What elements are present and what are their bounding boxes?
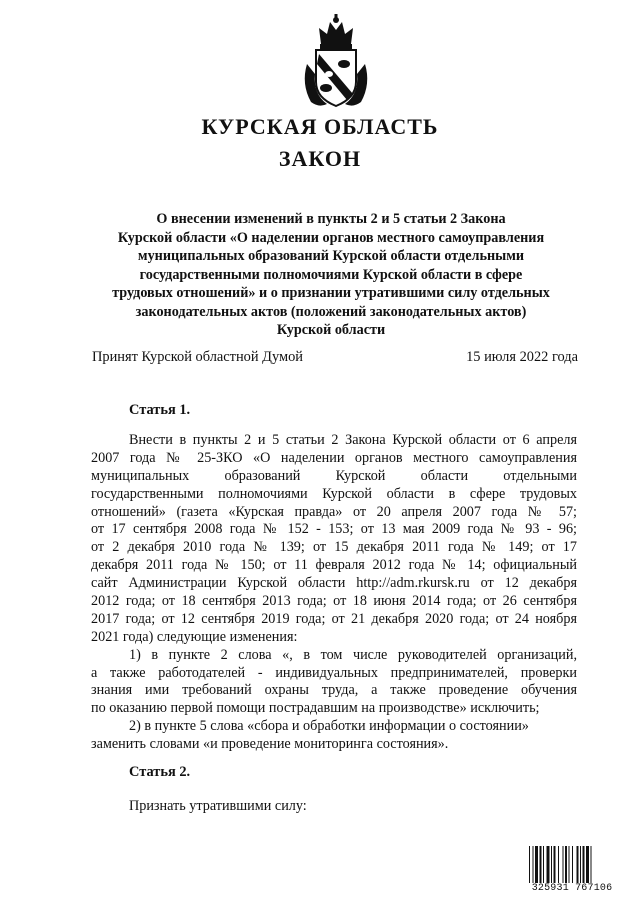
document-type-title: ЗАКОН: [278, 146, 362, 171]
barcode-bar: [529, 846, 530, 886]
text-line: Признать утратившими силу:: [129, 798, 307, 814]
barcode-bar: [551, 846, 552, 886]
barcode-bar: [586, 846, 589, 886]
heading-line: муниципальных образований Курской области отдельными: [137, 248, 525, 264]
text-line: 2007 года № 25-ЗКО «О наделении органов местного самоуправления: [91, 449, 577, 466]
article-2-body: [91, 798, 577, 816]
adoption-date: 15 июля 2022 года: [466, 349, 578, 365]
text-line: декабря 2011 года № 150; от 11 февраля 2012 года № 14; официальный: [91, 557, 577, 574]
text-line: от 2 декабря 2010 года № 139; от 15 декабря 2011 года № 149; от 17: [91, 539, 577, 556]
barcode-bar: [591, 846, 592, 886]
article-1-title: Статья 1.: [129, 402, 191, 418]
heading-line: законодательных актов (положений законодательных актов): [135, 303, 527, 320]
text-line: заменить словами «и проведение мониторинга состояния».: [91, 736, 449, 753]
text-line: 1) в пункте 2 слова «, в том числе руководителей организаций,: [129, 646, 577, 663]
heading-line: трудовых отношений» и о признании утратившими силу отдельных: [112, 285, 550, 301]
barcode-bar: [543, 846, 544, 886]
text-line: 2) в пункте 5 слова «сбора и обработки информации о состоянии»: [129, 718, 529, 735]
barcode-bar: [583, 846, 585, 886]
text-line: сайт Администрации Курской области http://adm.rkursk.ru от 12 декабря: [91, 575, 577, 592]
heading-line: Курской области: [276, 322, 386, 338]
text-line: а также работодателей - индивидуальных предпринимателей, проверки: [91, 664, 577, 681]
barcode-bar: [580, 846, 581, 886]
heading-line: О внесении изменений в пункты 2 и 5 статьи 2 Закона: [156, 211, 506, 227]
text-line: 2012 года; от 18 сентября 2013 года; от 18 июня 2014 года; от 26 сентября: [91, 593, 577, 610]
text-line: по оказанию первой помощи пострадавшим на производстве» исключить;: [91, 700, 540, 717]
barcode-bars: [527, 846, 617, 886]
law-heading: [96, 210, 566, 340]
adopted-by: Принят Курской областной Думой: [92, 349, 303, 365]
barcode-bar: [558, 846, 559, 886]
barcode-bar: [577, 846, 579, 886]
barcode-bar: [554, 846, 556, 886]
text-line: 2017 года; от 12 сентября 2019 года; от 21 декабря 2020 года; от 24 ноября: [91, 610, 577, 627]
barcode-bar: [540, 846, 542, 886]
coat-of-arms-emblem: [299, 14, 373, 110]
barcode-number: 325931 767106: [527, 883, 617, 895]
text-line: Внести в пункты 2 и 5 статьи 2 Закона Курской области от 6 апреля: [129, 432, 577, 448]
barcode: [527, 846, 617, 898]
article-2-title: Статья 2.: [129, 764, 191, 780]
barcode-bar: [563, 846, 564, 886]
region-title: КУРСКАЯ ОБЛАСТЬ: [201, 114, 439, 139]
barcode-bar: [533, 846, 534, 886]
heading-line: государственными полномочиями Курской области в сфере: [139, 266, 523, 283]
text-line: от 17 сентября 2008 года № 152 - 153; от 13 мая 2009 года № 93 - 96;: [91, 521, 577, 538]
text-line: знания ими требований охраны труда, а также проведение обучения: [91, 682, 577, 699]
barcode-bar: [547, 846, 550, 886]
text-line: отношений» (газета «Курская правда» от 20 апреля 2007 года № 57;: [91, 503, 577, 520]
text-line: 2021 года) следующие изменения:: [91, 628, 298, 645]
text-line: муниципальных образований Курской области отдельными: [91, 467, 577, 484]
barcode-bar: [569, 846, 570, 886]
barcode-bar: [565, 846, 567, 886]
text-line: государственными полномочиями Курской области в сфере трудовых: [91, 485, 577, 502]
barcode-bar: [572, 846, 573, 886]
article-1-body: [91, 432, 577, 754]
barcode-bar: [535, 846, 538, 886]
heading-line: Курской области «О наделении органов местного самоуправления: [117, 229, 545, 246]
